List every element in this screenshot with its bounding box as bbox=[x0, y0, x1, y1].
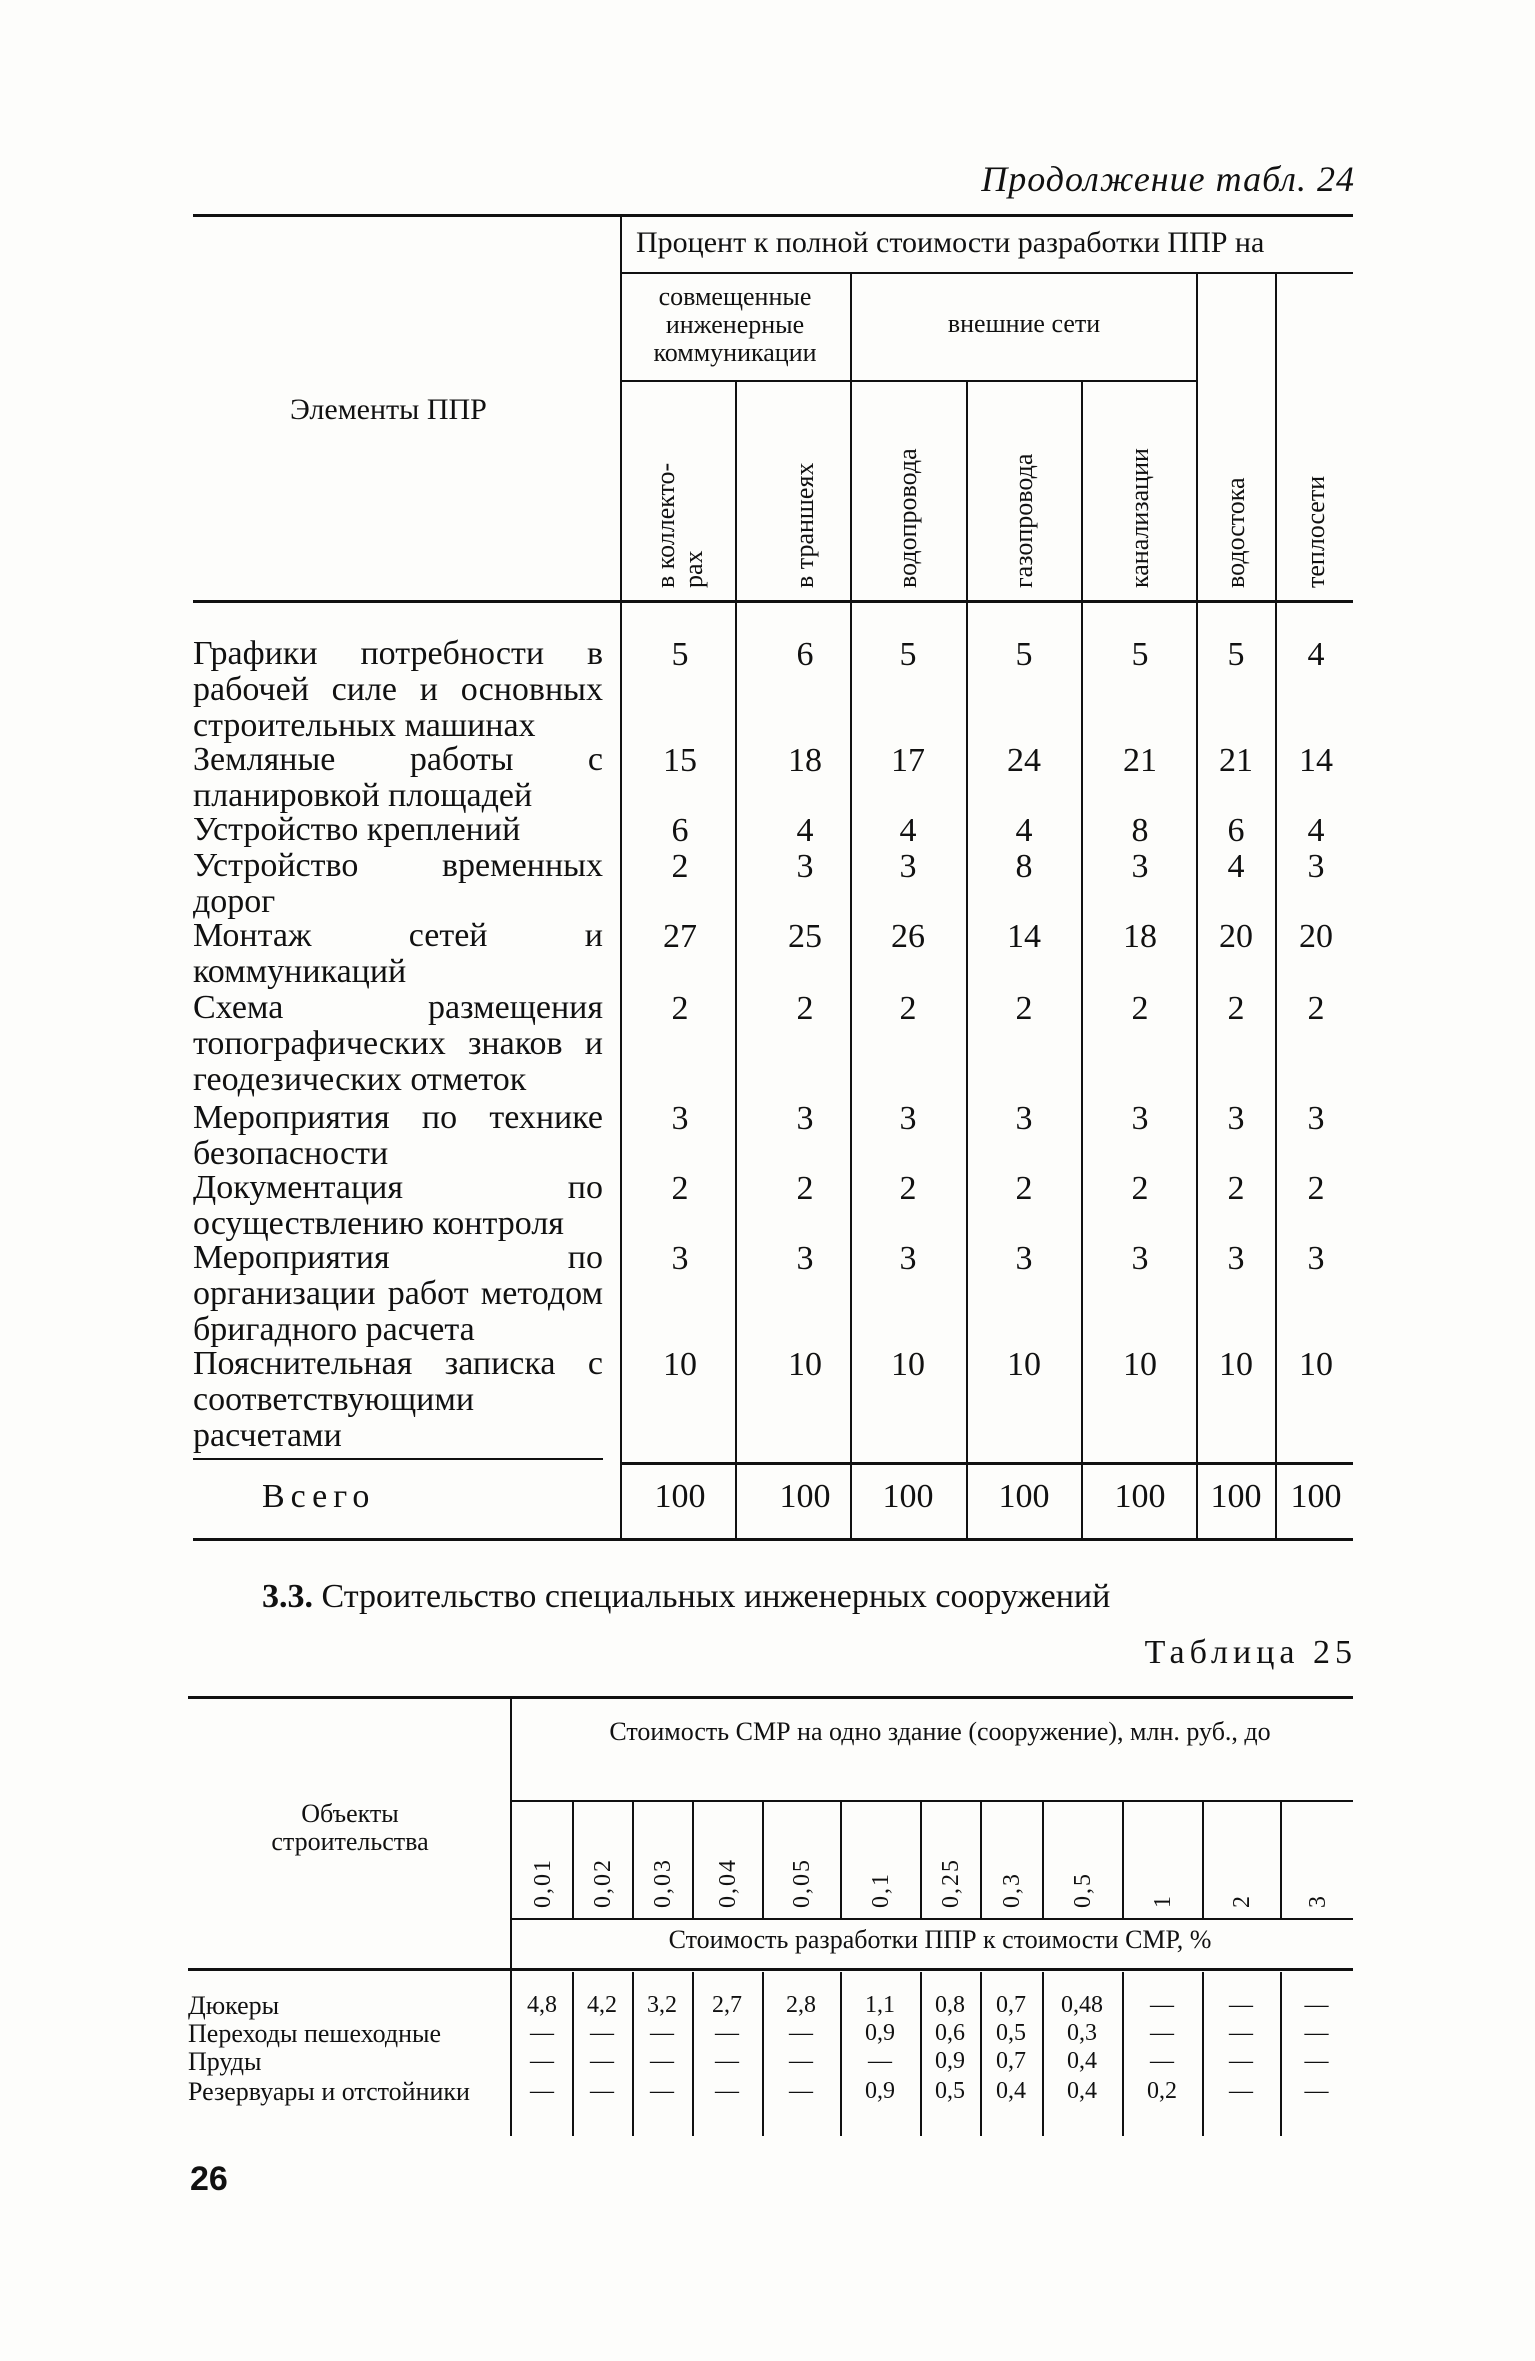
ppr-cost-header: Стоимость разработки ППР к стоимости СМР, % bbox=[668, 1925, 1212, 1954]
object-cell: 0,5 bbox=[935, 2078, 965, 2104]
table-cell: 3 bbox=[671, 1100, 689, 1137]
column-header: теплосети bbox=[1301, 475, 1330, 588]
object-cell: — bbox=[530, 2048, 554, 2074]
table-cell: 20 bbox=[1219, 918, 1253, 955]
total-label: Всего bbox=[262, 1478, 376, 1515]
object-cell: 2,7 bbox=[712, 1992, 742, 2018]
cost-column-header: 0,04 bbox=[715, 1858, 741, 1908]
table-row-label: Графики потребности в рабочей силе и основных строительных машинах bbox=[193, 635, 603, 744]
object-cell: — bbox=[1304, 2020, 1329, 2046]
table-cell: 5 bbox=[671, 636, 689, 673]
table-cell: 5 bbox=[1131, 636, 1149, 673]
table-cell: 25 bbox=[788, 918, 822, 955]
table-cell: 10 bbox=[1007, 1346, 1041, 1383]
object-cell: 0,6 bbox=[935, 2020, 965, 2046]
table-cell: 2 bbox=[899, 990, 917, 1027]
object-cell: 0,7 bbox=[996, 1992, 1026, 2018]
object-cell: 0,7 bbox=[996, 2048, 1026, 2074]
table-row-label: Документация по осуществлению контроля bbox=[193, 1169, 603, 1242]
column-header: канализации bbox=[1125, 448, 1154, 588]
object-row-label: Дюкеры bbox=[188, 1991, 280, 2020]
object-cell: 0,4 bbox=[1067, 2078, 1097, 2104]
table-cell: 18 bbox=[788, 742, 822, 779]
table-cell: 2 bbox=[899, 1170, 917, 1207]
table-cell: 4 bbox=[899, 812, 917, 849]
object-cell: — bbox=[1229, 2078, 1253, 2104]
object-cell: — bbox=[1229, 2048, 1253, 2074]
table-cell: 3 bbox=[796, 848, 814, 885]
object-row-label: Резервуары и отстойники bbox=[188, 2077, 470, 2106]
page-number: 26 bbox=[190, 2160, 228, 2198]
table-cell: 3 bbox=[1015, 1100, 1033, 1137]
table-cell: 5 bbox=[1015, 636, 1033, 673]
table-cell: 6 bbox=[671, 812, 689, 849]
table-cell: 2 bbox=[671, 990, 689, 1027]
object-row-label: Пруды bbox=[188, 2047, 262, 2076]
table-cell: 3 bbox=[671, 1240, 689, 1277]
total-cell: 100 bbox=[998, 1478, 1050, 1515]
object-cell: 0,4 bbox=[996, 2078, 1026, 2104]
table-cell: 4 bbox=[1307, 812, 1325, 849]
group-header: Процент к полной стоимости разработки ППР на bbox=[636, 226, 1265, 259]
table-cell: 2 bbox=[1015, 1170, 1033, 1207]
table-row-label: Устройство временных дорог bbox=[193, 847, 603, 920]
object-cell: — bbox=[789, 2020, 813, 2046]
object-cell: 1,1 bbox=[865, 1992, 895, 2018]
external-header: внешние сети bbox=[947, 309, 1101, 338]
table-cell: 3 bbox=[1307, 848, 1325, 885]
object-cell: 0,8 bbox=[935, 1992, 965, 2018]
column-header: в траншеях bbox=[790, 462, 819, 588]
object-cell: — bbox=[590, 2020, 614, 2046]
total-cell: 100 bbox=[1210, 1478, 1262, 1515]
object-cell: 3,2 bbox=[647, 1992, 677, 2018]
table-row-label: Мероприятия по организации работ методом бригадного расчета bbox=[193, 1239, 603, 1348]
table-cell: 5 bbox=[1227, 636, 1245, 673]
cost-column-header: 0,3 bbox=[999, 1872, 1025, 1908]
table-row-label: Монтаж сетей и коммуникаций bbox=[193, 917, 603, 990]
total-cell: 100 bbox=[882, 1478, 934, 1515]
object-cell: — bbox=[715, 2078, 739, 2104]
section-title: Строительство специальных инженерных сооружений bbox=[321, 1578, 1111, 1615]
table-cell: 3 bbox=[1015, 1240, 1033, 1277]
table-cell: 18 bbox=[1123, 918, 1157, 955]
table-cell: 6 bbox=[1227, 812, 1245, 849]
object-cell: 0,9 bbox=[865, 2020, 895, 2046]
table-cell: 3 bbox=[899, 1100, 917, 1137]
table-cell: 2 bbox=[1227, 990, 1245, 1027]
continuation-caption: Продолжение табл. 24 bbox=[981, 159, 1355, 199]
table-cell: 3 bbox=[1131, 1100, 1149, 1137]
table-cell: 2 bbox=[1131, 1170, 1149, 1207]
table-cell: 24 bbox=[1007, 742, 1041, 779]
table-cell: 3 bbox=[1307, 1100, 1325, 1137]
table-cell: 3 bbox=[1227, 1100, 1245, 1137]
column-header: водостока bbox=[1221, 477, 1250, 588]
object-cell: 0,3 bbox=[1067, 2020, 1097, 2046]
cost-column-header: 0,03 bbox=[650, 1858, 676, 1908]
object-cell: — bbox=[650, 2020, 674, 2046]
object-cell: — bbox=[1229, 1992, 1253, 2018]
table-cell: 2 bbox=[1227, 1170, 1245, 1207]
table-cell: 4 bbox=[796, 812, 814, 849]
total-cell: 100 bbox=[1290, 1478, 1342, 1515]
table-cell: 2 bbox=[671, 848, 689, 885]
table-cell: 3 bbox=[899, 1240, 917, 1277]
object-cell: — bbox=[1150, 2020, 1174, 2046]
section-number: 3.3. bbox=[262, 1578, 313, 1615]
table-cell: 2 bbox=[1015, 990, 1033, 1027]
table-row-label: Схема размещения топографических знаков и геодезических отметок bbox=[193, 989, 603, 1098]
object-cell: — bbox=[1150, 2048, 1174, 2074]
table-cell: 2 bbox=[1307, 1170, 1325, 1207]
table-cell: 10 bbox=[1299, 1346, 1333, 1383]
object-cell: — bbox=[789, 2078, 813, 2104]
object-cell: — bbox=[1304, 2078, 1329, 2104]
table-cell: 3 bbox=[1227, 1240, 1245, 1277]
cost-column-header: 0,25 bbox=[938, 1858, 964, 1908]
cost-column-header: 0,5 bbox=[1070, 1872, 1096, 1908]
object-cell: 4,8 bbox=[527, 1992, 557, 2018]
objects-header: Объекты строительства bbox=[271, 1799, 429, 1856]
table-row-label: Устройство креплений bbox=[193, 811, 521, 848]
table-cell: 3 bbox=[1307, 1240, 1325, 1277]
column-header: в коллекто- рах bbox=[651, 462, 708, 588]
table-cell: 2 bbox=[671, 1170, 689, 1207]
object-cell: 0,9 bbox=[865, 2078, 895, 2104]
object-cell: — bbox=[590, 2078, 614, 2104]
table-cell: 10 bbox=[1219, 1346, 1253, 1383]
object-cell: 0,48 bbox=[1061, 1992, 1103, 2018]
object-cell: 0,4 bbox=[1067, 2048, 1097, 2074]
table-cell: 4 bbox=[1227, 848, 1245, 885]
object-cell: — bbox=[1304, 1992, 1329, 2018]
table-row-label: Мероприятия по технике безопасности bbox=[193, 1099, 603, 1172]
cost-column-header: 3 bbox=[1304, 1894, 1331, 1908]
object-cell: 4,2 bbox=[587, 1992, 617, 2018]
table-cell: 10 bbox=[891, 1346, 925, 1383]
table-row-label: Пояснительная записка с соответствующими расчетами bbox=[193, 1345, 603, 1454]
table-cell: 3 bbox=[1131, 848, 1149, 885]
column-header: газопровода bbox=[1009, 453, 1038, 588]
cost-column-header: 0,05 bbox=[789, 1858, 815, 1908]
cost-column-header: 0,01 bbox=[530, 1858, 556, 1908]
table-cell: 3 bbox=[899, 848, 917, 885]
object-cell: — bbox=[650, 2078, 674, 2104]
column-header: водопровода bbox=[893, 448, 922, 588]
table-cell: 2 bbox=[796, 1170, 814, 1207]
object-cell: — bbox=[650, 2048, 674, 2074]
table-cell: 27 bbox=[663, 918, 697, 955]
table-cell: 26 bbox=[891, 918, 925, 955]
table-cell: 15 bbox=[663, 742, 697, 779]
table-row-label: Земляные работы с планировкой площадей bbox=[193, 741, 603, 814]
total-cell: 100 bbox=[654, 1478, 706, 1515]
table-cell: 4 bbox=[1015, 812, 1033, 849]
object-cell: — bbox=[868, 2048, 892, 2074]
table-cell: 10 bbox=[1123, 1346, 1157, 1383]
total-cell: 100 bbox=[779, 1478, 831, 1515]
object-cell: 0,2 bbox=[1147, 2078, 1177, 2104]
table-cell: 21 bbox=[1219, 742, 1253, 779]
object-cell: 0,5 bbox=[996, 2020, 1026, 2046]
cost-column-header: 0,02 bbox=[590, 1858, 616, 1908]
table-cell: 5 bbox=[899, 636, 917, 673]
table-cell: 14 bbox=[1299, 742, 1333, 779]
total-cell: 100 bbox=[1114, 1478, 1166, 1515]
table-cell: 8 bbox=[1015, 848, 1033, 885]
table-cell: 17 bbox=[891, 742, 925, 779]
object-cell: — bbox=[590, 2048, 614, 2074]
combined-header: совмещенные инженерные коммуникации bbox=[653, 282, 817, 367]
object-cell: — bbox=[715, 2048, 739, 2074]
object-cell: — bbox=[789, 2048, 813, 2074]
table-cell: 2 bbox=[1131, 990, 1149, 1027]
table-25-title: Таблица 25 bbox=[1144, 1634, 1357, 1671]
cost-column-header: 0,1 bbox=[868, 1872, 894, 1908]
cost-column-header: 2 bbox=[1229, 1894, 1255, 1908]
cost-header: Стоимость СМР на одно здание (сооружение), млн. руб., до bbox=[609, 1717, 1271, 1746]
object-cell: — bbox=[1229, 2020, 1253, 2046]
object-cell: — bbox=[530, 2078, 554, 2104]
object-cell: — bbox=[715, 2020, 739, 2046]
object-row-label: Переходы пешеходные bbox=[188, 2019, 442, 2048]
section-heading bbox=[262, 1578, 1110, 1616]
table-cell: 3 bbox=[1131, 1240, 1149, 1277]
object-cell: — bbox=[1150, 1992, 1174, 2018]
table-cell: 20 bbox=[1299, 918, 1333, 955]
object-cell: — bbox=[530, 2020, 554, 2046]
table-cell: 21 bbox=[1123, 742, 1157, 779]
cost-column-header: 1 bbox=[1150, 1894, 1176, 1908]
table-cell: 10 bbox=[788, 1346, 822, 1383]
object-cell: 2,8 bbox=[786, 1992, 816, 2018]
table-cell: 3 bbox=[796, 1100, 814, 1137]
object-cell: — bbox=[1304, 2048, 1329, 2074]
table-cell: 6 bbox=[796, 636, 814, 673]
table-cell: 2 bbox=[796, 990, 814, 1027]
table-cell: 10 bbox=[663, 1346, 697, 1383]
table-cell: 3 bbox=[796, 1240, 814, 1277]
table-cell: 4 bbox=[1307, 636, 1325, 673]
table-cell: 14 bbox=[1007, 918, 1041, 955]
table-cell: 8 bbox=[1131, 812, 1149, 849]
elements-header: Элементы ППР bbox=[290, 393, 487, 426]
object-cell: 0,9 bbox=[935, 2048, 965, 2074]
table-cell: 2 bbox=[1307, 990, 1325, 1027]
